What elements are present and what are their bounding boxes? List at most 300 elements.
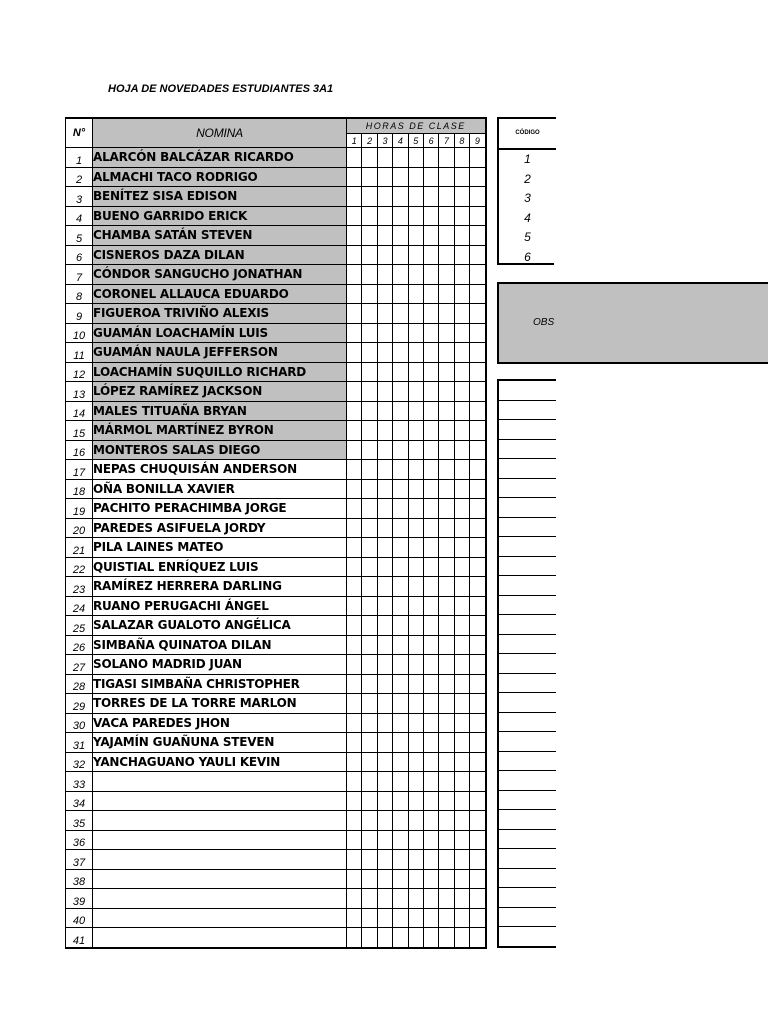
hour-cell-2[interactable] [362, 187, 377, 207]
hour-cell-9[interactable] [470, 772, 486, 792]
observation-cell[interactable] [499, 498, 556, 518]
hour-cell-3[interactable] [377, 772, 392, 792]
hour-cell-9[interactable] [470, 343, 486, 363]
hour-cell-5[interactable] [408, 674, 423, 694]
hour-cell-2[interactable] [362, 460, 377, 480]
hour-cell-8[interactable] [454, 889, 469, 909]
hour-cell-2[interactable] [362, 850, 377, 870]
hour-cell-8[interactable] [454, 284, 469, 304]
hour-cell-6[interactable] [423, 557, 438, 577]
hour-cell-5[interactable] [408, 323, 423, 343]
hour-cell-2[interactable] [362, 713, 377, 733]
hour-cell-5[interactable] [408, 265, 423, 285]
hour-cell-1[interactable] [347, 401, 362, 421]
hour-cell-6[interactable] [423, 772, 438, 792]
observation-cell[interactable] [499, 635, 556, 655]
hour-cell-9[interactable] [470, 577, 486, 597]
hour-cell-3[interactable] [377, 499, 392, 519]
hour-cell-6[interactable] [423, 440, 438, 460]
student-name[interactable]: LÓPEZ RAMÍREZ JACKSON [93, 382, 347, 402]
hour-cell-9[interactable] [470, 167, 486, 187]
hour-cell-7[interactable] [439, 187, 454, 207]
hour-cell-1[interactable] [347, 772, 362, 792]
hour-cell-9[interactable] [470, 635, 486, 655]
hour-cell-9[interactable] [470, 382, 486, 402]
hour-cell-1[interactable] [347, 928, 362, 948]
hour-cell-4[interactable] [393, 245, 408, 265]
hour-cell-1[interactable] [347, 616, 362, 636]
student-name[interactable]: MONTEROS SALAS DIEGO [93, 440, 347, 460]
hour-cell-8[interactable] [454, 382, 469, 402]
hour-cell-7[interactable] [439, 148, 454, 168]
hour-cell-8[interactable] [454, 772, 469, 792]
hour-cell-7[interactable] [439, 791, 454, 811]
hour-cell-8[interactable] [454, 265, 469, 285]
hour-cell-3[interactable] [377, 401, 392, 421]
hour-cell-1[interactable] [347, 206, 362, 226]
hour-cell-1[interactable] [347, 440, 362, 460]
hour-cell-5[interactable] [408, 148, 423, 168]
hour-cell-2[interactable] [362, 206, 377, 226]
hour-cell-2[interactable] [362, 655, 377, 675]
hour-cell-9[interactable] [470, 752, 486, 772]
hour-cell-5[interactable] [408, 869, 423, 889]
hour-cell-5[interactable] [408, 635, 423, 655]
hour-cell-7[interactable] [439, 928, 454, 948]
hour-cell-5[interactable] [408, 928, 423, 948]
hour-cell-3[interactable] [377, 187, 392, 207]
hour-cell-7[interactable] [439, 538, 454, 558]
hour-cell-2[interactable] [362, 323, 377, 343]
hour-cell-1[interactable] [347, 889, 362, 909]
hour-cell-7[interactable] [439, 596, 454, 616]
hour-cell-1[interactable] [347, 577, 362, 597]
hour-cell-8[interactable] [454, 245, 469, 265]
observation-cell[interactable] [499, 830, 556, 850]
hour-cell-7[interactable] [439, 869, 454, 889]
hour-cell-8[interactable] [454, 811, 469, 831]
hour-cell-9[interactable] [470, 206, 486, 226]
hour-cell-9[interactable] [470, 323, 486, 343]
hour-cell-7[interactable] [439, 713, 454, 733]
hour-cell-5[interactable] [408, 596, 423, 616]
hour-cell-6[interactable] [423, 226, 438, 246]
student-name[interactable]: FIGUEROA TRIVIÑO ALEXIS [93, 304, 347, 324]
hour-cell-8[interactable] [454, 518, 469, 538]
student-name[interactable]: CÓNDOR SANGUCHO JONATHAN [93, 265, 347, 285]
hour-cell-5[interactable] [408, 908, 423, 928]
hour-cell-7[interactable] [439, 499, 454, 519]
hour-cell-2[interactable] [362, 167, 377, 187]
hour-cell-3[interactable] [377, 518, 392, 538]
hour-cell-8[interactable] [454, 187, 469, 207]
hour-cell-2[interactable] [362, 791, 377, 811]
hour-cell-6[interactable] [423, 304, 438, 324]
hour-cell-6[interactable] [423, 928, 438, 948]
hour-cell-2[interactable] [362, 148, 377, 168]
hour-cell-9[interactable] [470, 499, 486, 519]
hour-cell-9[interactable] [470, 694, 486, 714]
hour-cell-5[interactable] [408, 421, 423, 441]
hour-cell-6[interactable] [423, 869, 438, 889]
hour-cell-3[interactable] [377, 167, 392, 187]
hour-cell-4[interactable] [393, 323, 408, 343]
hour-cell-6[interactable] [423, 616, 438, 636]
hour-cell-3[interactable] [377, 577, 392, 597]
hour-cell-3[interactable] [377, 655, 392, 675]
hour-cell-2[interactable] [362, 752, 377, 772]
hour-cell-1[interactable] [347, 791, 362, 811]
hour-cell-7[interactable] [439, 908, 454, 928]
hour-cell-6[interactable] [423, 362, 438, 382]
hour-cell-7[interactable] [439, 811, 454, 831]
hour-cell-9[interactable] [470, 401, 486, 421]
observation-cell[interactable] [499, 401, 556, 421]
hour-cell-9[interactable] [470, 733, 486, 753]
student-name[interactable]: GUAMÁN LOACHAMÍN LUIS [93, 323, 347, 343]
hour-cell-2[interactable] [362, 830, 377, 850]
observation-cell[interactable] [499, 752, 556, 772]
hour-cell-8[interactable] [454, 343, 469, 363]
hour-cell-9[interactable] [470, 148, 486, 168]
hour-cell-9[interactable] [470, 811, 486, 831]
hour-cell-2[interactable] [362, 577, 377, 597]
hour-cell-6[interactable] [423, 518, 438, 538]
hour-cell-4[interactable] [393, 616, 408, 636]
hour-cell-1[interactable] [347, 694, 362, 714]
hour-cell-1[interactable] [347, 226, 362, 246]
hour-cell-8[interactable] [454, 713, 469, 733]
hour-cell-8[interactable] [454, 460, 469, 480]
hour-cell-8[interactable] [454, 928, 469, 948]
hour-cell-3[interactable] [377, 733, 392, 753]
hour-cell-2[interactable] [362, 440, 377, 460]
hour-cell-5[interactable] [408, 616, 423, 636]
hour-cell-4[interactable] [393, 148, 408, 168]
hour-cell-1[interactable] [347, 557, 362, 577]
hour-cell-5[interactable] [408, 401, 423, 421]
hour-cell-8[interactable] [454, 479, 469, 499]
hour-cell-6[interactable] [423, 596, 438, 616]
hour-cell-6[interactable] [423, 538, 438, 558]
hour-cell-8[interactable] [454, 557, 469, 577]
hour-cell-1[interactable] [347, 343, 362, 363]
hour-cell-8[interactable] [454, 499, 469, 519]
observation-cell[interactable] [499, 771, 556, 791]
hour-cell-8[interactable] [454, 401, 469, 421]
hour-cell-7[interactable] [439, 830, 454, 850]
hour-cell-3[interactable] [377, 538, 392, 558]
hour-cell-9[interactable] [470, 479, 486, 499]
hour-cell-9[interactable] [470, 226, 486, 246]
hour-cell-2[interactable] [362, 596, 377, 616]
hour-cell-4[interactable] [393, 284, 408, 304]
hour-cell-6[interactable] [423, 265, 438, 285]
observation-cell[interactable] [499, 869, 556, 889]
hour-cell-1[interactable] [347, 187, 362, 207]
hour-cell-3[interactable] [377, 265, 392, 285]
hour-cell-5[interactable] [408, 187, 423, 207]
hour-cell-4[interactable] [393, 538, 408, 558]
hour-cell-2[interactable] [362, 284, 377, 304]
hour-cell-1[interactable] [347, 752, 362, 772]
student-name[interactable]: MALES TITUAÑA BRYAN [93, 401, 347, 421]
hour-cell-9[interactable] [470, 850, 486, 870]
hour-cell-5[interactable] [408, 577, 423, 597]
hour-cell-4[interactable] [393, 889, 408, 909]
hour-cell-4[interactable] [393, 206, 408, 226]
hour-cell-5[interactable] [408, 382, 423, 402]
hour-cell-9[interactable] [470, 187, 486, 207]
hour-cell-7[interactable] [439, 362, 454, 382]
student-name[interactable]: CISNEROS DAZA DILAN [93, 245, 347, 265]
hour-cell-6[interactable] [423, 811, 438, 831]
observation-cell[interactable] [499, 674, 556, 694]
hour-cell-6[interactable] [423, 167, 438, 187]
hour-cell-1[interactable] [347, 265, 362, 285]
student-name[interactable]: LOACHAMÍN SUQUILLO RICHARD [93, 362, 347, 382]
observation-cell[interactable] [499, 908, 556, 928]
observation-cell[interactable] [499, 381, 556, 401]
hour-cell-8[interactable] [454, 596, 469, 616]
hour-cell-2[interactable] [362, 908, 377, 928]
hour-cell-4[interactable] [393, 928, 408, 948]
hour-cell-5[interactable] [408, 284, 423, 304]
student-name[interactable] [93, 791, 347, 811]
hour-cell-7[interactable] [439, 616, 454, 636]
hour-cell-8[interactable] [454, 850, 469, 870]
hour-cell-1[interactable] [347, 421, 362, 441]
hour-cell-2[interactable] [362, 811, 377, 831]
observation-cell[interactable] [499, 791, 556, 811]
hour-cell-7[interactable] [439, 167, 454, 187]
hour-cell-9[interactable] [470, 674, 486, 694]
hour-cell-4[interactable] [393, 752, 408, 772]
hour-cell-2[interactable] [362, 362, 377, 382]
hour-cell-3[interactable] [377, 908, 392, 928]
student-name[interactable]: SOLANO MADRID JUAN [93, 655, 347, 675]
hour-cell-9[interactable] [470, 791, 486, 811]
hour-cell-2[interactable] [362, 245, 377, 265]
hour-cell-5[interactable] [408, 206, 423, 226]
hour-cell-4[interactable] [393, 382, 408, 402]
hour-cell-4[interactable] [393, 304, 408, 324]
hour-cell-4[interactable] [393, 440, 408, 460]
hour-cell-4[interactable] [393, 265, 408, 285]
hour-cell-7[interactable] [439, 401, 454, 421]
hour-cell-9[interactable] [470, 928, 486, 948]
hour-cell-4[interactable] [393, 479, 408, 499]
hour-cell-8[interactable] [454, 362, 469, 382]
hour-cell-9[interactable] [470, 265, 486, 285]
hour-cell-8[interactable] [454, 421, 469, 441]
hour-cell-4[interactable] [393, 401, 408, 421]
hour-cell-5[interactable] [408, 343, 423, 363]
hour-cell-5[interactable] [408, 538, 423, 558]
hour-cell-1[interactable] [347, 596, 362, 616]
hour-cell-8[interactable] [454, 655, 469, 675]
hour-cell-2[interactable] [362, 479, 377, 499]
hour-cell-6[interactable] [423, 713, 438, 733]
hour-cell-3[interactable] [377, 869, 392, 889]
hour-cell-8[interactable] [454, 908, 469, 928]
hour-cell-3[interactable] [377, 674, 392, 694]
hour-cell-1[interactable] [347, 733, 362, 753]
hour-cell-7[interactable] [439, 752, 454, 772]
hour-cell-5[interactable] [408, 362, 423, 382]
student-name[interactable] [93, 850, 347, 870]
hour-cell-6[interactable] [423, 889, 438, 909]
hour-cell-9[interactable] [470, 869, 486, 889]
hour-cell-7[interactable] [439, 655, 454, 675]
student-name[interactable]: MÁRMOL MARTÍNEZ BYRON [93, 421, 347, 441]
hour-cell-6[interactable] [423, 499, 438, 519]
hour-cell-7[interactable] [439, 382, 454, 402]
hour-cell-4[interactable] [393, 830, 408, 850]
student-name[interactable]: NEPAS CHUQUISÁN ANDERSON [93, 460, 347, 480]
hour-cell-3[interactable] [377, 713, 392, 733]
hour-cell-2[interactable] [362, 421, 377, 441]
hour-cell-6[interactable] [423, 206, 438, 226]
hour-cell-5[interactable] [408, 733, 423, 753]
hour-cell-8[interactable] [454, 830, 469, 850]
student-name[interactable]: VACA PAREDES JHON [93, 713, 347, 733]
hour-cell-7[interactable] [439, 245, 454, 265]
student-name[interactable]: BUENO GARRIDO ERICK [93, 206, 347, 226]
hour-cell-8[interactable] [454, 538, 469, 558]
observation-cell[interactable] [499, 693, 556, 713]
hour-cell-2[interactable] [362, 694, 377, 714]
hour-cell-9[interactable] [470, 245, 486, 265]
hour-cell-7[interactable] [439, 304, 454, 324]
hour-cell-7[interactable] [439, 479, 454, 499]
hour-cell-1[interactable] [347, 362, 362, 382]
hour-cell-9[interactable] [470, 830, 486, 850]
hour-cell-1[interactable] [347, 323, 362, 343]
hour-cell-6[interactable] [423, 245, 438, 265]
student-name[interactable]: RUANO PERUGACHI ÁNGEL [93, 596, 347, 616]
hour-cell-1[interactable] [347, 674, 362, 694]
hour-cell-3[interactable] [377, 596, 392, 616]
hour-cell-1[interactable] [347, 538, 362, 558]
hour-cell-6[interactable] [423, 694, 438, 714]
observation-cell[interactable] [499, 810, 556, 830]
hour-cell-1[interactable] [347, 148, 362, 168]
student-name[interactable]: BENÍTEZ SISA EDISON [93, 187, 347, 207]
hour-cell-7[interactable] [439, 850, 454, 870]
student-name[interactable]: ALMACHI TACO RODRIGO [93, 167, 347, 187]
student-name[interactable]: SIMBAÑA QUINATOA DILAN [93, 635, 347, 655]
observation-cell[interactable] [499, 888, 556, 908]
hour-cell-4[interactable] [393, 908, 408, 928]
hour-cell-3[interactable] [377, 382, 392, 402]
hour-cell-3[interactable] [377, 226, 392, 246]
hour-cell-1[interactable] [347, 713, 362, 733]
hour-cell-4[interactable] [393, 187, 408, 207]
hour-cell-2[interactable] [362, 772, 377, 792]
hour-cell-4[interactable] [393, 557, 408, 577]
hour-cell-2[interactable] [362, 304, 377, 324]
hour-cell-4[interactable] [393, 791, 408, 811]
hour-cell-9[interactable] [470, 440, 486, 460]
student-name[interactable]: PILA LAINES MATEO [93, 538, 347, 558]
observation-cell[interactable] [499, 713, 556, 733]
hour-cell-4[interactable] [393, 518, 408, 538]
hour-cell-5[interactable] [408, 713, 423, 733]
hour-cell-3[interactable] [377, 460, 392, 480]
hour-cell-5[interactable] [408, 245, 423, 265]
student-name[interactable] [93, 830, 347, 850]
observation-cell[interactable] [499, 557, 556, 577]
hour-cell-3[interactable] [377, 323, 392, 343]
hour-cell-8[interactable] [454, 323, 469, 343]
hour-cell-8[interactable] [454, 635, 469, 655]
hour-cell-7[interactable] [439, 674, 454, 694]
hour-cell-3[interactable] [377, 440, 392, 460]
hour-cell-8[interactable] [454, 226, 469, 246]
hour-cell-3[interactable] [377, 362, 392, 382]
hour-cell-7[interactable] [439, 733, 454, 753]
hour-cell-6[interactable] [423, 401, 438, 421]
student-name[interactable]: TIGASI SIMBAÑA CHRISTOPHER [93, 674, 347, 694]
hour-cell-1[interactable] [347, 245, 362, 265]
hour-cell-9[interactable] [470, 284, 486, 304]
student-name[interactable]: PACHITO PERACHIMBA JORGE [93, 499, 347, 519]
hour-cell-8[interactable] [454, 616, 469, 636]
hour-cell-4[interactable] [393, 167, 408, 187]
student-name[interactable]: QUISTIAL ENRÍQUEZ LUIS [93, 557, 347, 577]
hour-cell-5[interactable] [408, 440, 423, 460]
hour-cell-9[interactable] [470, 557, 486, 577]
hour-cell-4[interactable] [393, 577, 408, 597]
hour-cell-5[interactable] [408, 304, 423, 324]
hour-cell-2[interactable] [362, 538, 377, 558]
hour-cell-7[interactable] [439, 421, 454, 441]
hour-cell-9[interactable] [470, 616, 486, 636]
observation-cell[interactable] [499, 732, 556, 752]
hour-cell-3[interactable] [377, 304, 392, 324]
hour-cell-2[interactable] [362, 928, 377, 948]
hour-cell-6[interactable] [423, 148, 438, 168]
hour-cell-1[interactable] [347, 382, 362, 402]
hour-cell-9[interactable] [470, 908, 486, 928]
hour-cell-1[interactable] [347, 850, 362, 870]
hour-cell-4[interactable] [393, 635, 408, 655]
hour-cell-7[interactable] [439, 557, 454, 577]
hour-cell-3[interactable] [377, 830, 392, 850]
hour-cell-4[interactable] [393, 694, 408, 714]
observation-cell[interactable] [499, 576, 556, 596]
hour-cell-4[interactable] [393, 850, 408, 870]
hour-cell-4[interactable] [393, 343, 408, 363]
hour-cell-5[interactable] [408, 772, 423, 792]
student-name[interactable] [93, 772, 347, 792]
observation-cell[interactable] [499, 615, 556, 635]
hour-cell-2[interactable] [362, 616, 377, 636]
hour-cell-8[interactable] [454, 791, 469, 811]
hour-cell-4[interactable] [393, 869, 408, 889]
hour-cell-8[interactable] [454, 694, 469, 714]
hour-cell-5[interactable] [408, 694, 423, 714]
hour-cell-2[interactable] [362, 382, 377, 402]
hour-cell-4[interactable] [393, 596, 408, 616]
hour-cell-8[interactable] [454, 440, 469, 460]
hour-cell-9[interactable] [470, 518, 486, 538]
student-name[interactable]: RAMÍREZ HERRERA DARLING [93, 577, 347, 597]
hour-cell-6[interactable] [423, 752, 438, 772]
observation-cell[interactable] [499, 459, 556, 479]
hour-cell-5[interactable] [408, 791, 423, 811]
